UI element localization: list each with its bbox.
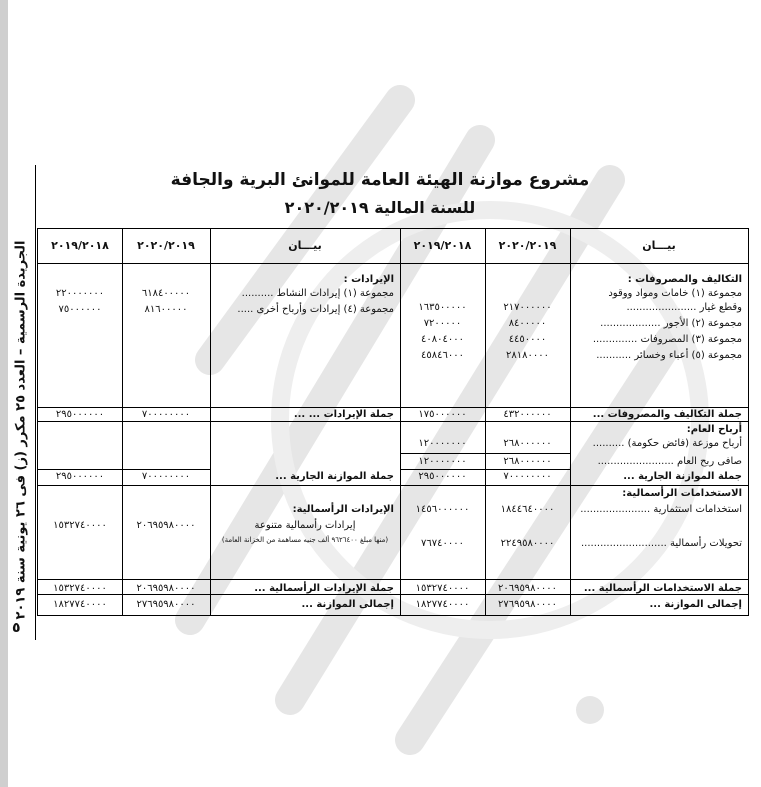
grand-total-2020-right: ٢٧٦٩٥٩٨٠٠٠٠: [497, 599, 558, 610]
expense-group5-2019: ٤٥٨٤٦٠٠٠: [421, 350, 464, 361]
current-budget-2019-left: ٢٩٥٠٠٠٠٠٠: [55, 471, 105, 482]
expense-group5-label: مجموعة (٥) أعباء وخسائر ...........: [596, 350, 742, 361]
revenue-group1-2019: ٢٢٠٠٠٠٠٠٠: [55, 288, 105, 299]
running-header-text: الجريدة الرسمية – العدد ٢٥ مكرر (ز) فى ٢٦ يونية سنة ٢٠١٩: [13, 240, 29, 620]
header-year-current-left: ٢٠٢٠/٢٠١٩: [137, 239, 195, 252]
profits-distributed-label: أرباح موزعة (فائض حكومة) ..........: [592, 438, 742, 449]
expense-group2-2020: ٨٤٠٠٠٠٠: [508, 318, 547, 329]
row-rule: [38, 485, 400, 486]
revenues-total-2020: ٧٠٠٠٠٠٠٠٠: [141, 409, 191, 420]
capital-revenues-total-2020: ٢٠٦٩٥٩٨٠٠٠٠: [136, 583, 196, 594]
capital-revenues-misc-2020: ٢٠٦٩٥٩٨٠٠٠٠: [136, 520, 196, 531]
revenue-group1-2020: ٦١٨٤٠٠٠٠٠: [141, 288, 191, 299]
capital-revenues-misc-label: إيرادات رأسمالية متنوعة: [254, 520, 356, 531]
capital-investment-2019: ١٤٥٦٠٠٠٠٠٠: [415, 504, 470, 515]
row-rule: [38, 579, 400, 580]
capital-transfers-2020: ٢٢٤٩٥٨٠٠٠٠: [500, 538, 555, 549]
grand-total-label-left: إجمالى الموازنة ...: [301, 599, 394, 610]
running-header: [6, 210, 36, 650]
header-statement-left: بيـــان: [288, 239, 322, 252]
header-rule: [38, 263, 748, 264]
current-budget-label-left: جملة الموازنة الجارية ...: [275, 471, 394, 482]
expense-group1-2020: ٢١٧٠٠٠٠٠٠: [503, 302, 552, 313]
expense-group1-2019: ١٦٣٥٠٠٠٠٠: [418, 302, 467, 313]
expense-group3-2020: ٤٤٥٠٠٠٠: [508, 334, 547, 345]
capital-transfers-label: تحويلات رأسمالية ...........................: [581, 538, 742, 549]
current-budget-2020-right: ٧٠٠٠٠٠٠٠٠: [503, 471, 552, 482]
header-year-prior-left: ٢٠١٩/٢٠١٨: [51, 239, 109, 252]
expense-group3-label: مجموعة (٣) المصروفات ..............: [592, 334, 742, 345]
current-budget-label-right: جملة الموازنة الجارية ...: [623, 471, 742, 482]
header-year-current-right: ٢٠٢٠/٢٠١٩: [498, 239, 557, 252]
expenses-total-2019: ١٧٥٠٠٠٠٠٠: [418, 409, 467, 420]
capital-investment-2020: ١٨٤٤٦٤٠٠٠٠: [500, 504, 555, 515]
expense-group2-2019: ٧٢٠٠٠٠٠: [423, 318, 462, 329]
profits-distributed-2019: ١٢٠٠٠٠٠٠٠: [418, 438, 467, 449]
expenses-section-title: التكاليف والمصروفات :: [627, 274, 742, 285]
grand-total-label-right: إجمالى الموازنة ...: [649, 599, 742, 610]
expense-group1-line2: وقطع غيار ......................: [626, 302, 742, 313]
current-budget-2020-left: ٧٠٠٠٠٠٠٠٠: [141, 471, 191, 482]
capital-uses-total-label: جملة الاستخدامات الرأسمالية ...: [583, 583, 742, 594]
expense-group3-2019: ٤٠٨٠٤٠٠٠: [421, 334, 464, 345]
header-year-prior-right: ٢٠١٩/٢٠١٨: [413, 239, 472, 252]
revenues-total-2019: ٢٩٥٠٠٠٠٠٠: [55, 409, 105, 420]
capital-revenues-total-2019: ١٥٣٢٧٤٠٠٠٠: [53, 583, 107, 594]
grand-total-2019-left: ١٨٢٧٧٤٠٠٠٠: [53, 599, 107, 610]
row-rule: [400, 453, 570, 454]
header-statement-right: بيـــان: [642, 239, 676, 252]
profits-net-2019: ١٢٠٠٠٠٠٠٠: [418, 456, 467, 467]
revenue-group1-label: مجموعة (١) إيرادات النشاط ..........: [241, 288, 394, 299]
capital-uses-total-2020: ٢٠٦٩٥٩٨٠٠٠٠: [497, 583, 558, 594]
grand-total-2020-left: ٢٧٦٩٥٩٨٠٠٠٠: [136, 599, 196, 610]
expense-group2-label: مجموعة (٢) الأجور ...................: [600, 318, 742, 329]
page-number: ٥: [12, 620, 21, 636]
capital-transfers-2019: ٧٦٧٤٠٠٠٠: [421, 538, 464, 549]
capital-uses-total-2019: ١٥٣٢٧٤٠٠٠٠: [415, 583, 470, 594]
capital-revenues-total-label: جملة الإيرادات الرأسمالية ...: [254, 583, 394, 594]
revenues-section-title: الإيرادات :: [343, 274, 394, 285]
row-rule: [400, 485, 748, 486]
document-title: مشروع موازنة الهيئة العامة للموانئ البرية والجافة: [170, 170, 590, 190]
col-separator: [400, 229, 401, 615]
revenue-group4-2019: ٧٥٠٠٠٠٠٠: [58, 304, 102, 315]
expenses-total-label: جملة التكاليف والمصروفات ...: [592, 409, 742, 420]
current-budget-2019-right: ٢٩٥٠٠٠٠٠٠: [418, 471, 467, 482]
capital-investment-label: استخدامات استثمارية ......................: [580, 504, 742, 515]
capital-revenues-misc-2019: ١٥٣٢٧٤٠٠٠٠: [53, 520, 107, 531]
revenue-group4-2020: ٨١٦٠٠٠٠٠: [144, 304, 188, 315]
margin-rule: [35, 165, 36, 640]
capital-uses-section-title: الاستخدامات الرأسمالية:: [622, 488, 742, 499]
profits-net-2020: ٢٦٨٠٠٠٠٠٠: [503, 456, 552, 467]
budget-table: [37, 228, 749, 616]
document-subtitle: للسنة المالية ٢٠٢٠/٢٠١٩: [284, 198, 476, 217]
profits-section-title: أرباح العام:: [686, 424, 742, 435]
row-rule: [400, 579, 748, 580]
expenses-total-2020: ٤٣٢٠٠٠٠٠٠: [503, 409, 552, 420]
col-separator: [570, 229, 571, 615]
row-rule: [38, 421, 400, 422]
profits-net-label: صافى ربح العام ........................: [597, 456, 742, 467]
col-separator: [485, 229, 486, 615]
capital-revenues-note: (منها مبلغ ٩٦٢٦٤٠٠ ألف جنيه مساهمة من الخزانة العامة): [221, 536, 389, 544]
expense-group5-2020: ٢٨١٨٠٠٠٠: [506, 350, 549, 361]
col-separator: [210, 229, 211, 615]
row-rule: [400, 421, 748, 422]
capital-revenues-section-title: الإيرادات الرأسمالية:: [292, 504, 394, 515]
revenues-total-label: جملة الإيرادات ... ...: [293, 409, 394, 420]
grand-total-2019-right: ١٨٢٧٧٤٠٠٠٠: [415, 599, 470, 610]
revenue-group4-label: مجموعة (٤) إيرادات وأرباح أخرى .....: [237, 304, 394, 315]
profits-distributed-2020: ٢٦٨٠٠٠٠٠٠: [503, 438, 552, 449]
expense-group1-line1: مجموعة (١) خامات ومواد ووقود: [608, 288, 742, 299]
